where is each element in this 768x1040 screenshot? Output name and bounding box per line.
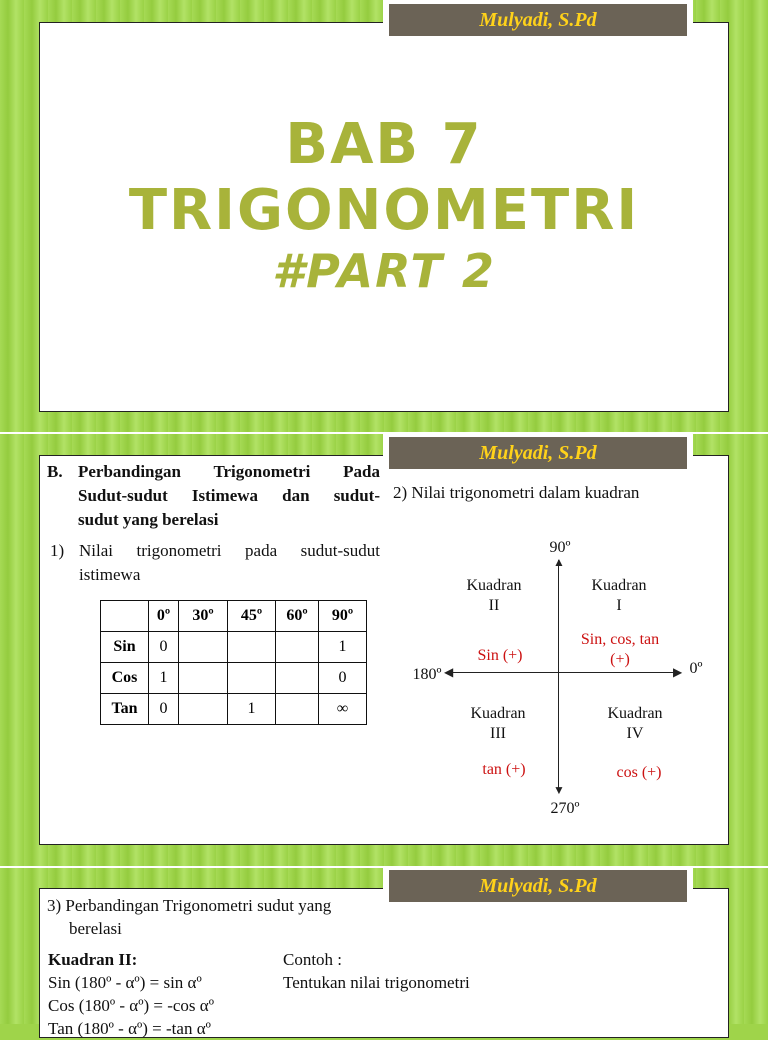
quadrant-4-sign: cos (+) xyxy=(616,764,662,781)
table-cell xyxy=(276,663,319,694)
arrow-down-icon: ▼ xyxy=(553,783,565,797)
label-90-degrees: 90º xyxy=(549,539,571,556)
arrow-right-icon: ▶ xyxy=(673,665,683,679)
table-row-label: Tan xyxy=(101,694,149,725)
arrow-left-icon: ◀ xyxy=(444,665,454,679)
label-0-degrees: 0º xyxy=(689,660,703,677)
formula-sin: Sin (180º - αº) = sin αº xyxy=(48,973,202,992)
contoh-label: Contoh : xyxy=(283,950,343,969)
author-tab xyxy=(383,0,693,40)
y-axis xyxy=(558,560,559,790)
kuadran2-title: Kuadran II: xyxy=(48,950,138,969)
label-180-degrees: 180º xyxy=(412,666,442,683)
author-tab xyxy=(383,866,693,906)
x-axis xyxy=(448,672,678,673)
table-row xyxy=(101,694,367,725)
quadrant-3-label: Kuadran III xyxy=(470,705,526,742)
title-line3: #PART 2 xyxy=(272,244,496,298)
table-row xyxy=(101,663,367,694)
quadrant-3-sign: tan (+) xyxy=(482,761,526,778)
author-tab xyxy=(383,433,693,473)
quadrant-1-sign: Sin, cos, tan (+) xyxy=(580,631,660,668)
item1-prefix: 1) xyxy=(50,541,65,560)
quadrant-2-sign: Sin (+) xyxy=(477,647,523,664)
special-angles-table xyxy=(100,600,367,725)
arrow-up-icon: ▲ xyxy=(553,555,565,569)
table-header-cell: 45º xyxy=(228,601,276,632)
table-cell xyxy=(179,694,228,725)
item1-line1: Nilai trigonometri pada sudut-sudut xyxy=(79,541,380,560)
item3-line2: berelasi xyxy=(69,919,122,938)
table-header-row xyxy=(101,601,367,632)
item1-line2: istimewa xyxy=(79,565,141,584)
label-270-degrees: 270º xyxy=(550,800,580,817)
contoh-text: Tentukan nilai trigonometri xyxy=(283,973,470,992)
table-cell xyxy=(276,632,319,663)
formula-tan: Tan (180º - αº) = -tan αº xyxy=(48,1019,211,1038)
table-row xyxy=(101,632,367,663)
table-cell xyxy=(179,663,228,694)
table-row-label: Cos xyxy=(101,663,149,694)
title-line2: TRIGONOMETRI xyxy=(128,178,640,243)
title-line1: BAB 7 xyxy=(285,112,483,177)
table-header-cell: 0º xyxy=(149,601,179,632)
table-cell xyxy=(228,632,276,663)
item2-heading: 2) Nilai trigonometri dalam kuadran xyxy=(393,483,640,502)
formula-cos: Cos (180º - αº) = -cos αº xyxy=(48,996,214,1015)
author-name: Mulyadi, S.Pd xyxy=(389,870,687,902)
author-name: Mulyadi, S.Pd xyxy=(389,4,687,36)
table-cell xyxy=(228,663,276,694)
table-cell xyxy=(101,601,149,632)
table-cell: 1 xyxy=(228,694,276,725)
table-cell: 0 xyxy=(319,663,367,694)
section-b-line1: Perbandingan Trigonometri Pada xyxy=(78,462,380,481)
table-row-label: Sin xyxy=(101,632,149,663)
table-cell: 0 xyxy=(149,694,179,725)
quadrant-1-label: Kuadran I xyxy=(591,577,647,614)
table-cell: 0 xyxy=(149,632,179,663)
table-cell: 1 xyxy=(149,663,179,694)
table-cell: 1 xyxy=(319,632,367,663)
slide1-title xyxy=(39,112,729,298)
section-b-line3: sudut yang berelasi xyxy=(78,510,219,529)
author-name: Mulyadi, S.Pd xyxy=(389,437,687,469)
table-cell: ∞ xyxy=(319,694,367,725)
section-b-prefix: B. xyxy=(47,462,63,481)
table-header-cell: 90º xyxy=(319,601,367,632)
table-cell xyxy=(276,694,319,725)
table-header-cell: 60º xyxy=(276,601,319,632)
quadrant-4-label: Kuadran IV xyxy=(607,705,663,742)
section-b-line2: Sudut-sudut Istimewa dan sudut- xyxy=(78,486,380,505)
table-cell xyxy=(179,632,228,663)
table-header-cell: 30º xyxy=(179,601,228,632)
item3-line1: 3) Perbandingan Trigonometri sudut yang xyxy=(47,896,332,915)
quadrant-2-label: Kuadran II xyxy=(466,577,522,614)
